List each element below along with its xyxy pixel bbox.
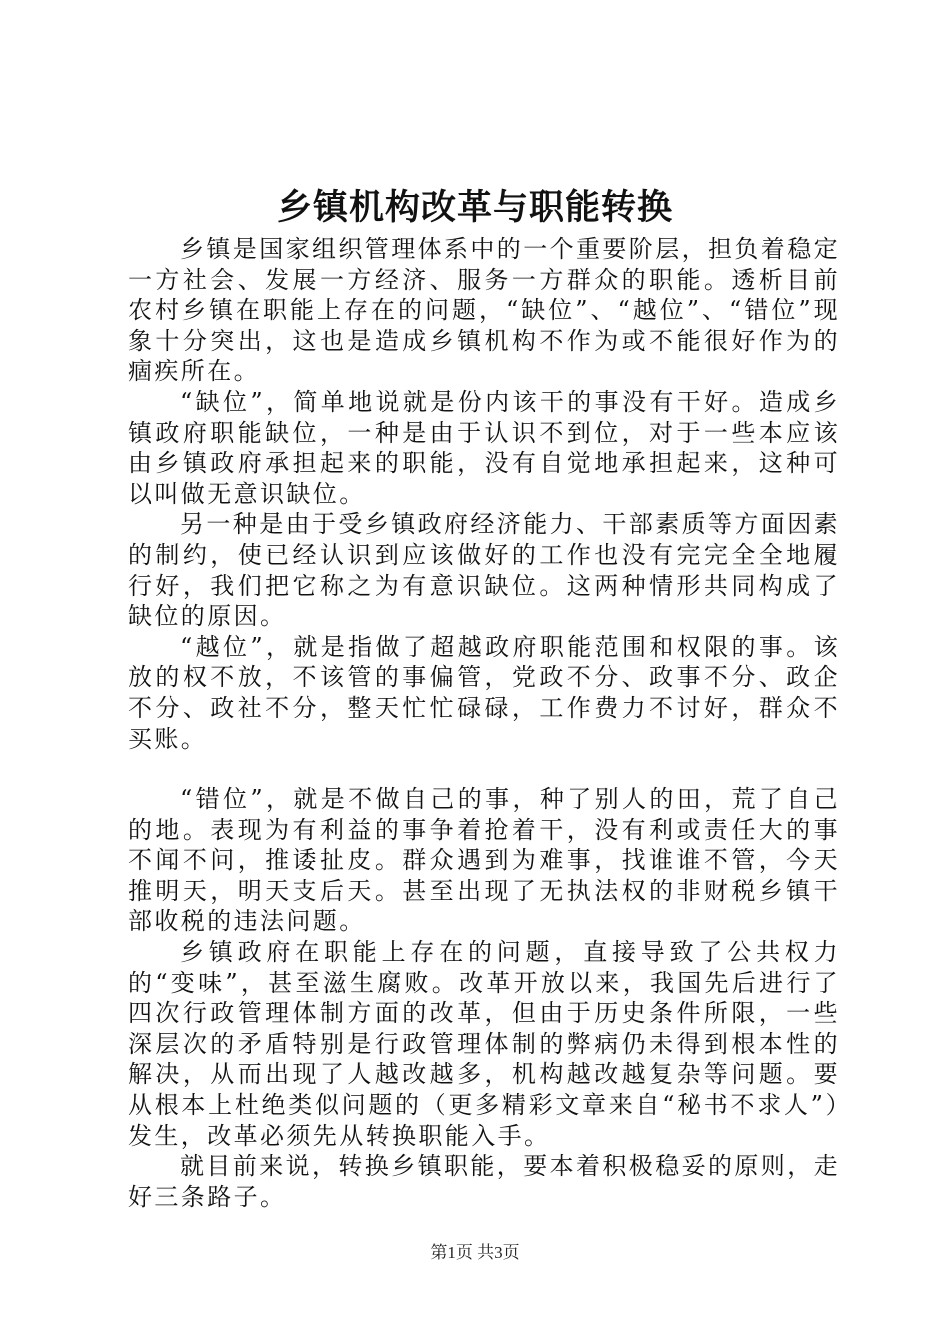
paragraph-reform: 乡镇政府在职能上存在的问题，直接导致了公共权力的“变味”，甚至滋生腐败。改革开放以来，我国先后进行了四次行政管理体制方面的改革，但由于历史条件所限，一些深层次的矛盾特别是行政管理体制的弊病仍未得到根本性的解决，从而出现了人越改越多，机构越改越复杂等问题。要从根本上杜绝类似问题的（更多精彩文章来自“秘书不求人”）发生，改革必须先从转换职能入手。	[128, 938, 840, 1150]
paragraph-quewei-2: 另一种是由于受乡镇政府经济能力、干部素质等方面因素的制约，使已经认识到应该做好的工作也没有完完全全地履行好，我们把它称之为有意识缺位。这两种情形共同构成了缺位的原因。	[128, 510, 840, 631]
document-title: 乡镇机构改革与职能转换	[276, 187, 673, 228]
paragraph-yuewei: “越位”，就是指做了超越政府职能范围和权限的事。该放的权不放，不该管的事偏管，党政不分、政事不分、政企不分、政社不分，整天忙忙碌碌，工作费力不讨好，群众不买账。	[128, 632, 840, 753]
document-body	[128, 234, 840, 1212]
paragraph-intro: 乡镇是国家组织管理体系中的一个重要阶层，担负着稳定一方社会、发展一方经济、服务一方群众的职能。透析目前农村乡镇在职能上存在的问题，“缺位”、“越位”、“错位”现象十分突出，这也是造成乡镇机构不作为或不能很好作为的痼疾所在。	[128, 235, 840, 386]
page-number-footer: 第1页 共3页	[430, 1243, 520, 1262]
paragraph-cuowei: “错位”，就是不做自己的事，种了别人的田，荒了自己的地。表现为有利益的事争着抢着干，没有利或责任大的事不闻不问，推诿扯皮。群众遇到为难事，找谁谁不管，今天推明天，明天支后天。甚至出现了无执法权的非财税乡镇干部收税的违法问题。	[128, 785, 840, 936]
paragraph-conclusion: 就目前来说，转换乡镇职能，要本着积极稳妥的原则，走好三条路子。	[128, 1152, 840, 1211]
paragraph-queweI: “缺位”，简单地说就是份内该干的事没有干好。造成乡镇政府职能缺位，一种是由于认识不到位，对于一些本应该由乡镇政府承担起来的职能，没有自觉地承担起来，这种可以叫做无意识缺位。	[128, 387, 840, 508]
